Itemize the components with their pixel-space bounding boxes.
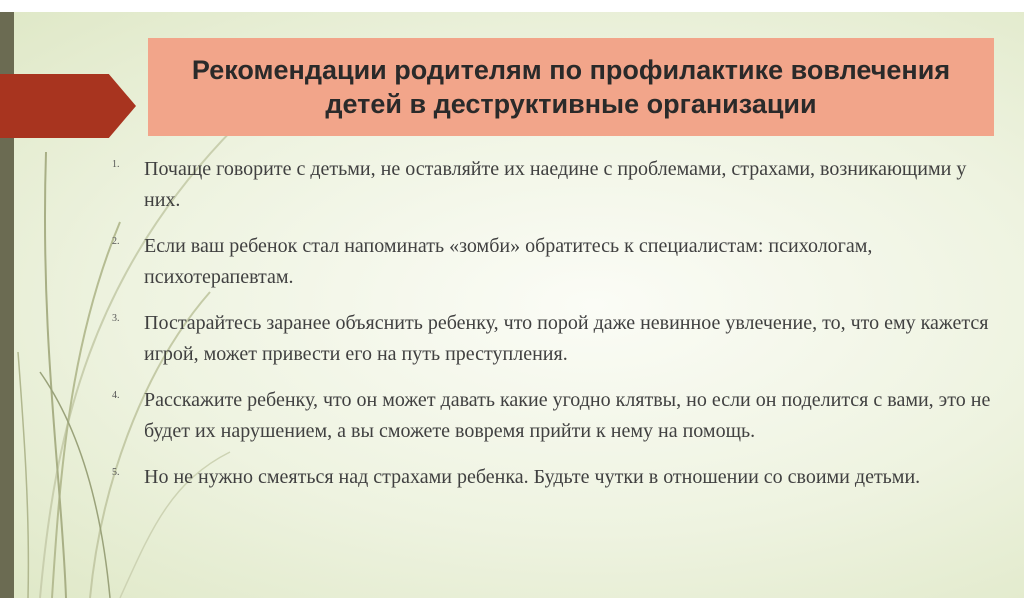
item-text: Постарайтесь заранее объяснить ребенку, что порой даже невинное увлечение, то, что ему кажется игрой, может привести его на путь преступления.	[144, 312, 989, 365]
item-number: 3.	[112, 313, 120, 324]
item-number: 2.	[112, 236, 120, 247]
recommendations-list	[112, 154, 992, 508]
list-item	[112, 154, 992, 216]
title-arrow-shape	[0, 74, 136, 138]
list-item	[112, 385, 992, 447]
slide	[0, 12, 1024, 598]
list-item	[112, 231, 992, 293]
slide-title: Рекомендации родителям по профилактике вовлечения детей в деструктивные организации	[191, 55, 951, 119]
list-item	[112, 462, 992, 493]
item-text: Но не нужно смеяться над страхами ребенка. Будьте чутки в отношении со своими детьми.	[144, 466, 921, 488]
item-text: Если ваш ребенок стал напоминать «зомби» обратитесь к специалистам: психологам, психотерапевтам.	[144, 235, 873, 288]
item-text: Расскажите ребенку, что он может давать какие угодно клятвы, но если он поделится с вами, это не будет их нарушением, а вы сможете вовремя прийти к нему на помощь.	[144, 389, 991, 442]
item-number: 4.	[112, 390, 120, 401]
title-banner	[148, 38, 994, 136]
list-item	[112, 308, 992, 370]
item-text: Почаще говорите с детьми, не оставляйте их наедине с проблемами, страхами, возникающими у них.	[144, 158, 967, 211]
item-number: 5.	[112, 467, 120, 478]
item-number: 1.	[112, 159, 120, 170]
